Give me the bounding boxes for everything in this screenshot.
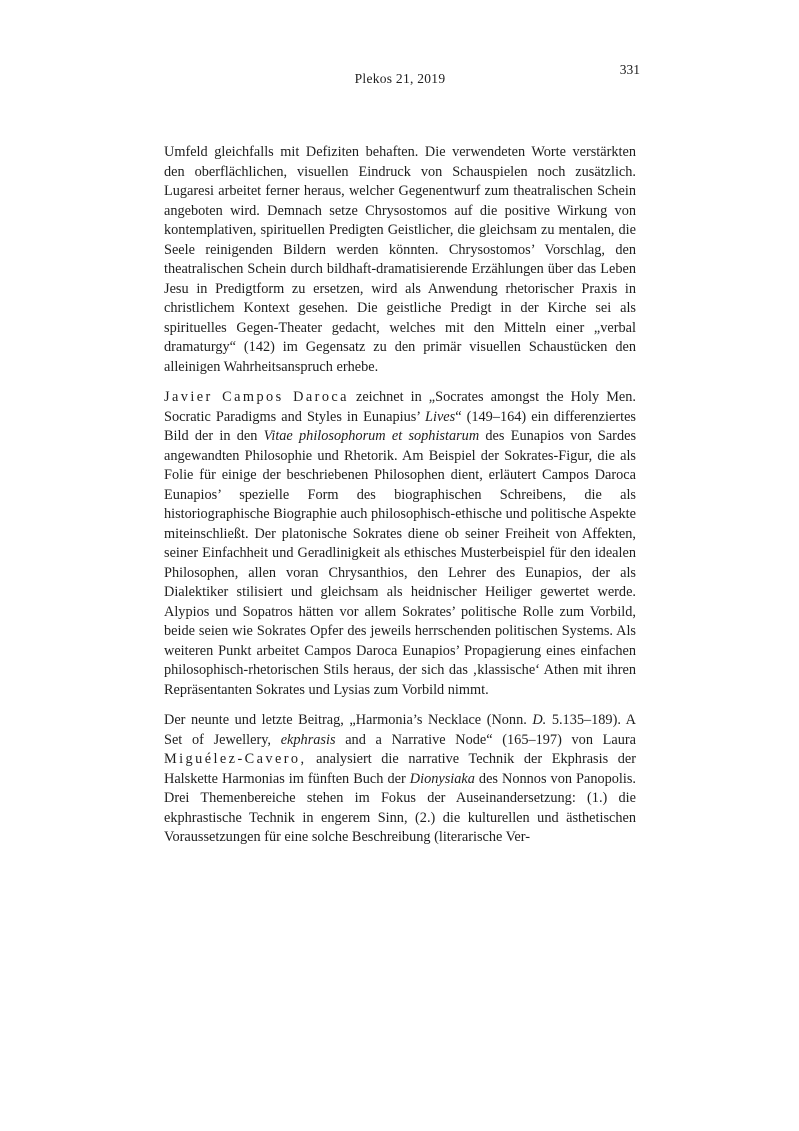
- work-title: Dionysiaka: [409, 770, 475, 787]
- text-segment: and a Narrative Node“ (165–197) von Laura: [335, 731, 637, 748]
- text-segment: Umfeld gleichfalls mit Defiziten behaften. Die verwendeten Worte verstärkten den oberflächlichen, visuellen Eindruck von Schauspielen noch zusätzlich. Lugaresi arbeitet ferner heraus, welcher Gegenentwurf zum theatralischen Schein angeboten wird. Demnach setze Chrysostomos auf die positive Wirkung von kontemplativen, spirituellen Predigten Geistlicher, die gleichsam zu mentalen, die Seele reinigenden Bildern werden könnten. Chrysostomos’ Vorschlag, den theatralischen Schein durch bildhaft-dramatisierende Erzählungen über das Leben Jesu in Predigtform zu ersetzen, wird als Anwendung rhetorischer Praxis in christlichem Kontext gesehen. Die geistliche Predigt in der Kirche sei als spirituelles Gegen-Theater gedacht, welches mit den Mitteln einer „verbal dramaturgy“ (142) im Gegensatz zu den primär visuellen Schaustücken den alleinigen Wahrheitsanspruch erhebe.: [164, 144, 636, 375]
- text-segment: analysiert die narrative Technik der Ekphrasis der Halskette Harmonias im fünften Buch der: [164, 751, 636, 787]
- body-paragraph: [164, 388, 636, 700]
- text-segment: “ (149–164) ein differenziertes Bild der in den: [164, 408, 636, 444]
- work-title: D.: [532, 712, 547, 728]
- text-segment: des Eunapios von Sardes angewandten Philosophie und Rhetorik. Am Beispiel der Sokrates-Figur, die als Folie für einige der beschriebenen Philosophen dient, erläutert Campos Daroca Eunapios’ spezielle Form des biographischen Schreibens, die als historiographische Biographie auch philosophisch-ethische und politische Aspekte miteinschließt. Der platonische Sokrates diene ob seiner Freiheit von Affekten, seiner Einfachheit und Geradlinigkeit als ethisches Musterbeispiel für den idealen Philosophen, allen voran Chrysanthios, den Lehrer des Eunapios, der als Dialektiker stilisiert und gleichsam als heidnischer Heiliger gewertet werde. Alypios und Sopatros hätten vor allem Sokrates’ politische Rolle zum Vorbild, beide seien wie Sokrates Opfer des jeweils herrschenden politischen Systems. Als weiteren Punkt arbeitet Campos Daroca Eunapios’ Propagierung eines einfachen philosophisch-rhetorischen Stils heraus, der sich das ‚klassische‘ Athen mit ihren Repräsentanten Sokrates und Lysias zum Vorbild nimmt.: [164, 428, 637, 698]
- text-segment: zeichnet in „Socrates amongst the Holy Men. Socratic Paradigms and Styles in Eunapius’: [164, 389, 636, 425]
- text-segment: des Nonnos von Panopolis. Drei Themenbereiche stehen im Fokus der Auseinandersetzung: (1.) die ekphrastische Technik in engerem Sinn, (2.) die kulturellen und ästhetischen Voraussetzungen für eine solche Beschreibung (literarische Ver-: [164, 770, 636, 845]
- author-name: Miguélez-Cavero,: [164, 751, 307, 767]
- text-segment: Der neunte und letzte Beitrag, „Harmonia’s Necklace (Nonn.: [164, 712, 533, 728]
- text-block: [164, 143, 636, 859]
- author-name: Javier Campos Daroca: [164, 389, 349, 405]
- text-segment: 5.135–189). A Set of Jewellery,: [164, 712, 637, 748]
- running-head: Plekos 21, 2019: [354, 71, 446, 86]
- body-paragraph: [164, 143, 636, 377]
- page-number: 331: [619, 62, 640, 77]
- body-paragraph: [164, 711, 636, 848]
- work-title: ekphrasis: [280, 731, 336, 748]
- work-title: Vitae philosophorum et sophistarum: [263, 428, 480, 444]
- work-title: Lives: [425, 408, 456, 425]
